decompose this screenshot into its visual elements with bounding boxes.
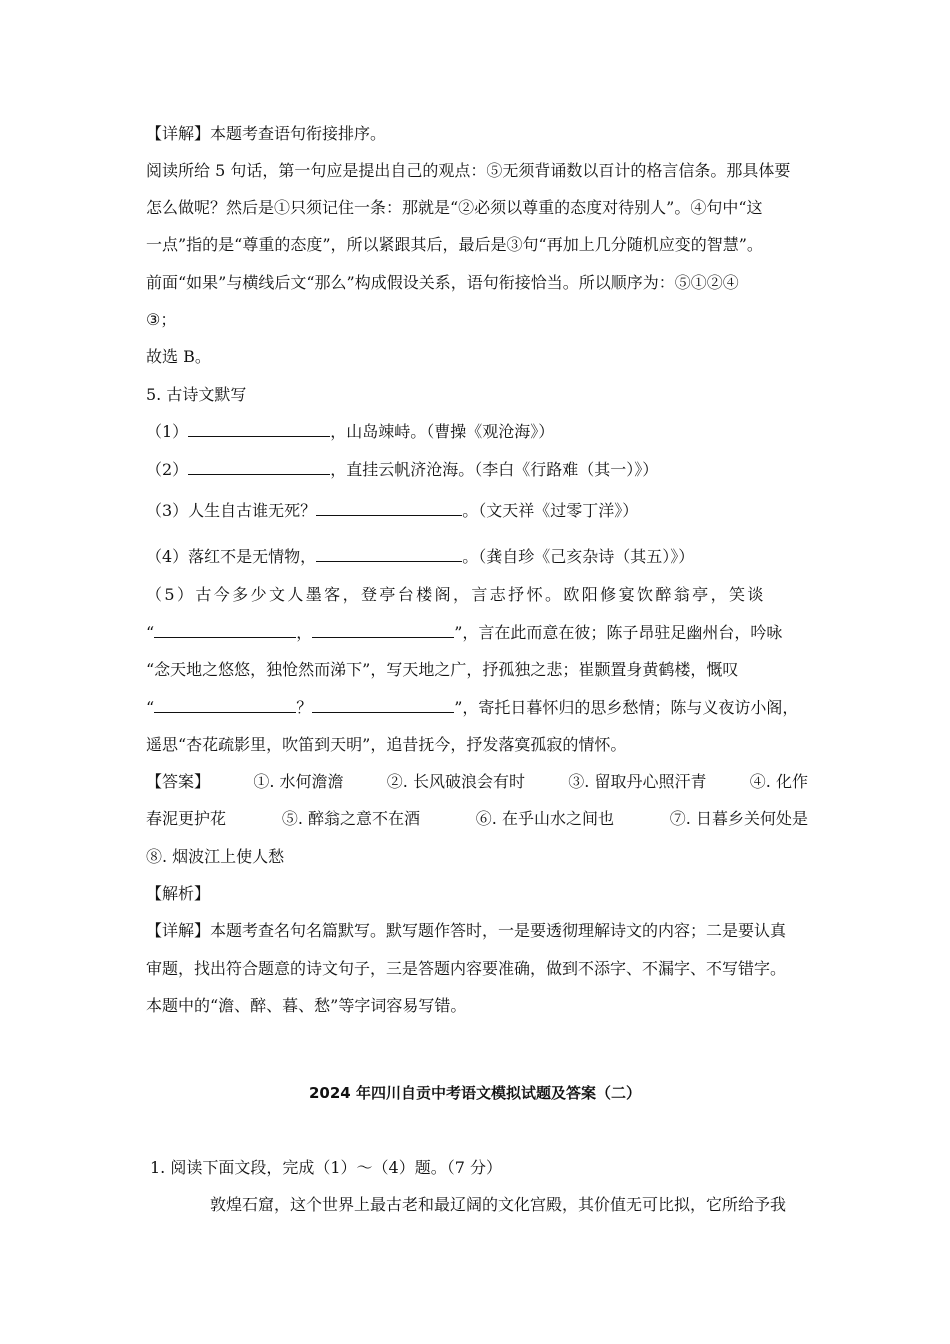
answer-item: ⑥. 在乎山水之间也	[475, 809, 614, 828]
dictation-item-5-line	[146, 622, 782, 644]
item-text: ，直挂云帆济沧海。（李白《行路难（其一）》）	[330, 460, 659, 479]
detail-line: 【详解】本题考查名句名篇默写。默写题作答时，一是要透彻理解诗文的内容；二是要认真	[146, 921, 787, 940]
dictation-item-5-line: “念天地之悠悠，独怆然而涕下”，写天地之广，抒孤独之悲；崔颢置身黄鹤楼，慨叹	[146, 660, 739, 679]
answer-choice: 故选 B。	[146, 347, 211, 366]
detail-line: 本题中的“澹、醉、暮、愁”等字词容易写错。	[146, 996, 467, 1015]
dictation-item-3	[146, 500, 638, 522]
answer-blank	[316, 500, 462, 516]
answer-item: ③. 留取丹心照汗青	[568, 772, 707, 791]
quote-open: “	[146, 698, 155, 717]
analysis-label: 【解析】	[146, 884, 211, 903]
answer-blank	[188, 459, 330, 475]
paper-title: 2024 年四川自贡中考语文模拟试题及答案（二）	[309, 1084, 641, 1102]
answer-item: ⑤. 醉翁之意不在酒	[281, 809, 420, 828]
answer-blank	[312, 622, 454, 638]
answer-blank	[316, 546, 462, 562]
question-title: 1. 阅读下面文段，完成（1）～（4）题。（7 分）	[150, 1158, 502, 1177]
answer-item: 春泥更护花	[146, 809, 227, 828]
answer-blank	[154, 697, 296, 713]
item-text: ，山岛竦峙。（曹操《观沧海》）	[330, 422, 555, 441]
question-mark: ？	[296, 698, 313, 717]
dictation-item-2	[146, 459, 658, 481]
answer-blank	[154, 622, 296, 638]
dictation-item-4	[146, 546, 694, 568]
answer-item: ①. 水何澹澹	[253, 772, 344, 791]
answer-blank	[188, 421, 330, 437]
item-number: （1）	[146, 422, 189, 441]
comma: ，	[296, 623, 313, 642]
passage-line: 敦煌石窟，这个世界上最古老和最辽阔的文化宫殿，其价值无可比拟，它所给予我	[210, 1195, 787, 1214]
dictation-item-5-line	[146, 697, 798, 719]
quote-open: “	[146, 623, 155, 642]
item-text: 。（文天祥《过零丁洋》）	[462, 501, 639, 520]
answer-line	[146, 808, 808, 830]
answer-label: 【答案】	[146, 772, 211, 791]
question-title: 5. 古诗文默写	[146, 385, 247, 404]
answer-item: ⑦. 日暮乡关何处是	[669, 809, 808, 828]
answer-item: ②. 长风破浪会有时	[386, 772, 525, 791]
detail-line: 审题，找出符合题意的诗文句子，三是答题内容要准确，做到不添字、不漏字、不写错字。	[146, 959, 787, 978]
dictation-item-5-line: （5）古今多少文人墨客，登亭台楼阁，言志抒怀。欧阳修宴饮醉翁亭，笑谈	[146, 585, 766, 604]
answer-blank	[312, 697, 454, 713]
paragraph-line: 一点”指的是“尊重的态度”，所以紧跟其后，最后是③句“再加上几分随机应变的智慧”。	[146, 235, 763, 254]
item-text: ”，寄托日暮怀归的思乡愁情；陈与义夜访小阁，	[454, 698, 799, 717]
answer-item: ④. 化作	[749, 772, 808, 791]
paragraph-line: 阅读所给 5 句话，第一句应是提出自己的观点：⑤无须背诵数以百计的格言信条。那具体要	[146, 161, 791, 180]
item-number: （2）	[146, 460, 189, 479]
paragraph-line: 怎么做呢？然后是①只须记住一条：那就是“②必须以尊重的态度对待别人”。④句中“这	[146, 198, 763, 217]
item-text: （3）人生自古谁无死？	[146, 501, 317, 520]
paragraph-line: 前面“如果”与横线后文“那么”构成假设关系，语句衔接恰当。所以顺序为：⑤①②④	[146, 273, 739, 292]
paragraph-line: ③；	[146, 310, 177, 329]
item-text: 。（龚自珍《己亥杂诗（其五）》）	[462, 547, 695, 566]
item-text: ”，言在此而意在彼；陈子昂驻足幽州台，吟咏	[454, 623, 783, 642]
detail-heading: 【详解】本题考查语句衔接排序。	[146, 124, 387, 143]
dictation-item-5-line: 遥思“杏花疏影里，吹笛到天明”，追昔抚今，抒发落寞孤寂的情怀。	[146, 735, 627, 754]
answer-line	[146, 771, 808, 793]
answer-line: ⑧. 烟波江上使人愁	[146, 847, 285, 866]
item-text: （4）落红不是无情物，	[146, 547, 317, 566]
dictation-item-1	[146, 421, 554, 443]
